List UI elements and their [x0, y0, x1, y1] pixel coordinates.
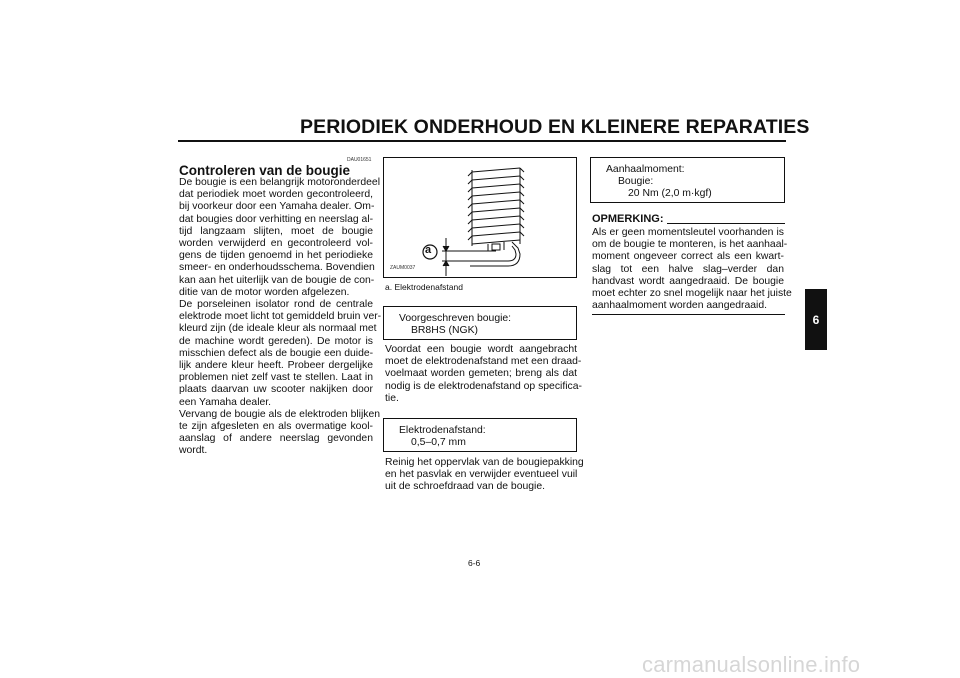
- spec-label: Voorgeschreven bougie:: [399, 313, 512, 324]
- body-line: uit de schroefdraad van de bougie.: [385, 481, 546, 493]
- section-title: Controleren van de bougie: [179, 163, 351, 178]
- body-line: wordt.: [179, 445, 208, 457]
- body-line: misschien defect als de bougie een duide-: [179, 347, 374, 359]
- clean-paragraph: [385, 457, 584, 494]
- body-line: bij voorkeur door een Yamaha dealer. Om-: [179, 201, 375, 213]
- body-line: De bougie is een belangrijk motoronderdeel: [179, 177, 381, 188]
- page-header-title: PERIODIEK ONDERHOUD EN KLEINERE REPARATIES: [300, 116, 810, 138]
- body-line: tijd langzaam slijten, moet de bougie: [179, 225, 373, 237]
- body-line: moet de elektrodenafstand met een draad-: [385, 356, 582, 368]
- spark-plug-illustration: [384, 158, 576, 277]
- body-line: gens de tijden genoemd in het periodieke: [179, 250, 373, 262]
- spec-label: Aanhaalmoment:: [606, 164, 685, 175]
- section-code: DAU01651: [347, 157, 372, 163]
- body-line: de machine wordt gereden). De motor is: [179, 335, 373, 347]
- body-line: problemen niet zelf vast te stellen. Laat in: [179, 372, 373, 384]
- body-line: Reinig het oppervlak van de bougiepakking: [385, 457, 584, 468]
- body-line: elektrode moet licht tot gemiddeld bruin ver-: [179, 311, 382, 323]
- note-line: moment ongeveer correct als een kwart-: [592, 251, 784, 263]
- body-line: tie.: [385, 392, 399, 404]
- body-line: De porseleinen isolator rond de centrale: [179, 299, 373, 311]
- note-title-rule: [667, 223, 785, 224]
- figure-code: ZAUM0037: [390, 265, 416, 271]
- body-line: en het pasvlak en verwijder eventueel vuil: [385, 469, 578, 481]
- note-line: moet echter zo snel mogelijk naar het juiste: [592, 288, 792, 300]
- body-line: te zijn afgesleten en als overmatige kool-: [179, 421, 373, 433]
- gap-paragraph: [385, 344, 582, 405]
- body-line: plaats daarvan uw scooter nakijken door: [179, 384, 373, 396]
- note-line: slag tot een halve slag–verder dan: [592, 263, 784, 275]
- body-line: Vervang de bougie als de elektroden blijken: [179, 408, 381, 420]
- body-line: smeer- en onderhoudsschema. Bovendien: [179, 262, 375, 274]
- torque-spec-box: [590, 157, 785, 203]
- spec-item: Bougie:: [618, 176, 654, 187]
- page-number: 6-6: [468, 558, 481, 568]
- body-line: lijk andere kleur heeft. Probeer dergelijke: [179, 360, 373, 372]
- body-line: voelmaat worden gemeten; breng als dat: [385, 368, 577, 380]
- note-line: Als er geen momentsleutel voorhanden is: [592, 227, 784, 238]
- watermark: carmanualsonline.info: [642, 652, 861, 677]
- header-rule: [178, 140, 786, 142]
- body-line: een Yamaha dealer.: [179, 396, 272, 408]
- spec-label: Elektrodenafstand:: [399, 425, 486, 436]
- body-line: worden verwijderd en gecontroleerd vol-: [179, 238, 373, 250]
- body-line: kleurd zijn (de ideale kleur als normaal met: [179, 323, 377, 335]
- electrode-gap-spec-box: [383, 418, 577, 452]
- body-line: dat periodiek moet worden gecontroleerd,: [179, 189, 373, 201]
- body-line: aanslag of andere neerslag gevonden: [179, 433, 373, 445]
- body-line: kan aan het uiterlijk van de bougie de con-: [179, 274, 375, 286]
- spark-plug-figure: [383, 157, 577, 278]
- figure-marker-a: a: [425, 244, 432, 256]
- note-line: handvast wordt aangedraaid. De bougie: [592, 275, 784, 287]
- spec-value: 20 Nm (2,0 m·kgf): [628, 188, 712, 199]
- note-line: om de bougie te monteren, is het aanhaal-: [592, 239, 788, 251]
- body-line: ditie van de motor worden afgelezen.: [179, 286, 350, 298]
- spec-value: 0,5–0,7 mm: [411, 437, 466, 448]
- note-body: [592, 227, 792, 312]
- chapter-tab: 6: [805, 289, 827, 350]
- note-line: aanhaalmoment worden aangedraaid.: [592, 300, 768, 312]
- spark-plug-spec-box: [383, 306, 577, 340]
- body-line: dat bougies door verhitting en neerslag al-: [179, 213, 374, 225]
- body-line: nodig is de elektrodenafstand op specifica-: [385, 380, 582, 392]
- note-title: OPMERKING:: [592, 213, 664, 225]
- spec-value: BR8HS (NGK): [411, 325, 478, 336]
- figure-caption: a. Elektrodenafstand: [385, 282, 463, 292]
- section-body: [179, 177, 382, 458]
- body-line: Voordat een bougie wordt aangebracht: [385, 344, 577, 355]
- note-end-rule: [592, 314, 785, 315]
